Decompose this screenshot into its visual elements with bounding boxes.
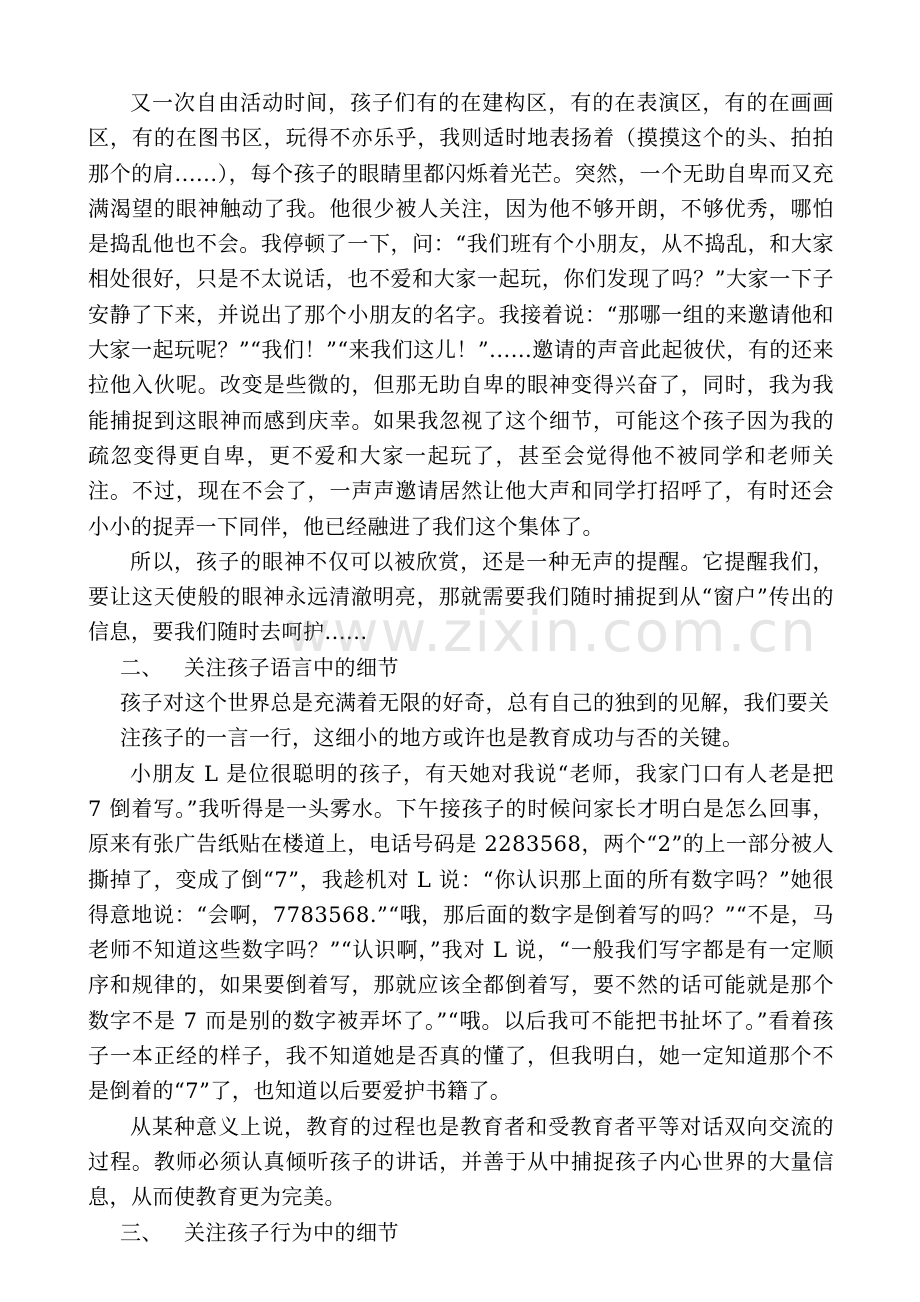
section-title: 关注孩子行为中的细节: [184, 1220, 399, 1245]
paragraph-language-intro: [88, 686, 834, 757]
paragraph-language-conclusion: 从某种意义上说，教育的过程也是教育者和受教育者平等对话双向交流的过程。教师必须认真倾听孩子的讲话，并善于从中捕捉孩子内心世界的大量信息，从而使教育更为完美。: [88, 1114, 834, 1210]
section-heading-language: [88, 651, 834, 686]
section-number: 二、: [120, 655, 163, 680]
watermark: www.zixin.com.cn: [285, 600, 818, 665]
paragraph-eyes-story: 又一次自由活动时间，孩子们有的在建构区，有的在表演区，有的在画画区，有的在图书区，玩得不亦乐乎，我则适时地表扬着（摸摸这个的头、拍拍那个的肩......），每个孩子的眼睛里都闪烁着光芒。突然，一个无助自卑而又充满渴望的眼神触动了我。他很少被人关注，因为他不够开朗，不够优秀，哪怕是捣乱他也不会。我停顿了一下，问：“我们班有个小朋友，从不捣乱，和大家相处很好，只是不太说话，也不爱和大家一起玩，你们发现了吗？”大家一下子安静了下来，并说出了那个小朋友的名字。我接着说：“那哪一组的来邀请他和大家一起玩呢？”“我们！”“来我们这儿！”......邀请的声音此起彼伏，有的还来拉他入伙呢。改变是些微的，但那无助自卑的眼神变得兴奋了，同时，我为我能捕捉到这眼神而感到庆幸。如果我忽视了这个细节，可能这个孩子因为我的疏忽变得更自卑，更不爱和大家一起玩了，甚至会觉得他不被同学和老师关注。不过，现在不会了，一声声邀请居然让他大声和同学打招呼了，有时还会小小的捉弄一下同伴，他已经融进了我们这个集体了。: [88, 91, 834, 539]
intro-line-2: 注孩子的一言一行，这细小的地方或许也是教育成功与否的关键。: [120, 726, 744, 751]
section-number: 三、: [120, 1220, 163, 1245]
section-title: 关注孩子语言中的细节: [184, 655, 399, 680]
intro-line-1: 孩子对这个世界总是充满着无限的好奇，总有自己的独到的见解，我们要关: [120, 691, 830, 716]
paragraph-eyes-conclusion: 所以，孩子的眼神不仅可以被欣赏，还是一种无声的提醒。它提醒我们，要让这天使般的眼神永远清澈明亮，那就需要我们随时捕捉到从“窗户”传出的信息，要我们随时去呵护......: [88, 549, 834, 645]
document-page: [88, 86, 834, 1251]
paragraph-language-story: 小朋友 L 是位很聪明的孩子，有天她对我说“老师，我家门口有人老是把 7 倒着写。”我听得是一头雾水。下午接孩子的时候问家长才明白是怎么回事，原来有张广告纸贴在楼道上，电话号码是 2283568，两个“2”的上一部分被人撕掉了，变成了倒“7”，我趁机对 L 说：“你认识那上面的所有数字吗？”她很得意地说：“会啊，7783568.”“哦，那后面的数字是倒着写的吗？”“不是，马老师不知道这些数字吗？”“认识啊，”我对 L 说，“一般我们写字都是有一定顺序和规律的，如果要倒着写，那就应该全都倒着写，要不然的话可能就是那个数字不是 7 而是别的数字被弄坏了。”“哦。以后我可不能把书扯坏了。”看着孩子一本正经的样子，我不知道她是否真的懂了，但我明白，她一定知道那个不是倒着的“7”了，也知道以后要爱护书籍了。: [88, 761, 834, 1104]
section-heading-behavior: [88, 1216, 834, 1251]
